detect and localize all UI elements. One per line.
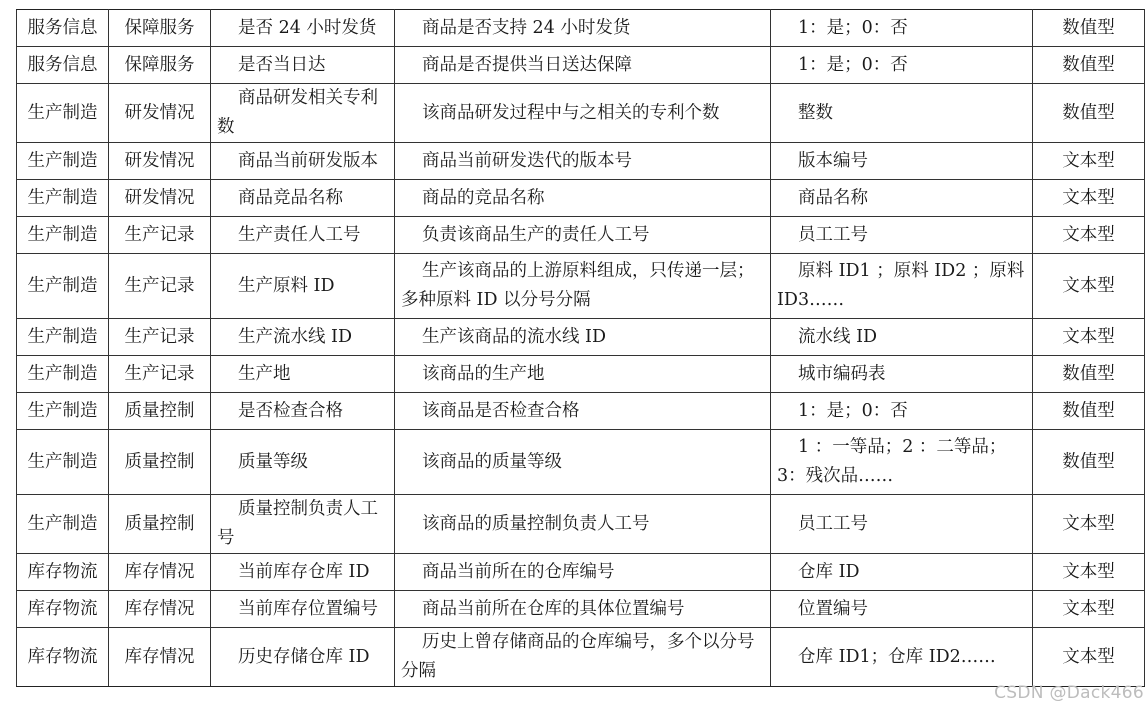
value-cell: 原料 ID1 ；原料 ID2 ；原料 ID3……: [771, 254, 1033, 319]
subcategory-cell: 生产记录: [109, 356, 211, 393]
category-cell: 库存物流: [17, 591, 109, 628]
field-name-cell: 质量等级: [211, 430, 395, 495]
table-row: [17, 554, 1145, 591]
value-cell: 整数: [771, 84, 1033, 143]
value-cell: 仓库 ID1；仓库 ID2……: [771, 628, 1033, 687]
data-type-cell: 数值型: [1033, 10, 1145, 47]
value-cell: 流水线 ID: [771, 319, 1033, 356]
table-row: [17, 430, 1145, 495]
data-type-cell: 文本型: [1033, 591, 1145, 628]
field-name-cell: 历史存储仓库 ID: [211, 628, 395, 687]
category-cell: 生产制造: [17, 319, 109, 356]
table-row: [17, 84, 1145, 143]
field-name-cell: 当前库存仓库 ID: [211, 554, 395, 591]
table-row: [17, 628, 1145, 687]
field-name-cell: 生产地: [211, 356, 395, 393]
data-type-cell: 文本型: [1033, 495, 1145, 554]
description-cell: 商品当前所在仓库的具体位置编号: [395, 591, 771, 628]
subcategory-cell: 库存情况: [109, 554, 211, 591]
description-cell: 商品是否支持 24 小时发货: [395, 10, 771, 47]
description-cell: 该商品的质量等级: [395, 430, 771, 495]
category-cell: 库存物流: [17, 554, 109, 591]
subcategory-cell: 研发情况: [109, 84, 211, 143]
table-row: [17, 319, 1145, 356]
field-name-cell: 商品当前研发版本: [211, 143, 395, 180]
category-cell: 生产制造: [17, 495, 109, 554]
field-name-cell: 生产流水线 ID: [211, 319, 395, 356]
data-type-cell: 文本型: [1033, 254, 1145, 319]
table-row: [17, 495, 1145, 554]
value-cell: 1：是；0：否: [771, 10, 1033, 47]
data-type-cell: 数值型: [1033, 356, 1145, 393]
value-cell: 商品名称: [771, 180, 1033, 217]
value-cell: 版本编号: [771, 143, 1033, 180]
table-row: [17, 10, 1145, 47]
table-row: [17, 180, 1145, 217]
category-cell: 生产制造: [17, 217, 109, 254]
category-cell: 库存物流: [17, 628, 109, 687]
description-cell: 商品当前所在的仓库编号: [395, 554, 771, 591]
watermark: CSDN @Dack466: [994, 683, 1144, 703]
subcategory-cell: 研发情况: [109, 143, 211, 180]
data-type-cell: 文本型: [1033, 180, 1145, 217]
data-type-cell: 文本型: [1033, 628, 1145, 687]
description-cell: 商品当前研发迭代的版本号: [395, 143, 771, 180]
table-row: [17, 356, 1145, 393]
data-type-cell: 数值型: [1033, 430, 1145, 495]
description-cell: 生产该商品的上游原料组成，只传递一层；多种原料 ID 以分号分隔: [395, 254, 771, 319]
data-type-cell: 数值型: [1033, 47, 1145, 84]
description-cell: 负责该商品生产的责任人工号: [395, 217, 771, 254]
field-name-cell: 质量控制负责人工号: [211, 495, 395, 554]
description-cell: 商品是否提供当日送达保障: [395, 47, 771, 84]
data-type-cell: 文本型: [1033, 143, 1145, 180]
subcategory-cell: 生产记录: [109, 254, 211, 319]
data-type-cell: 文本型: [1033, 217, 1145, 254]
value-cell: 城市编码表: [771, 356, 1033, 393]
subcategory-cell: 库存情况: [109, 591, 211, 628]
subcategory-cell: 库存情况: [109, 628, 211, 687]
description-cell: 该商品是否检查合格: [395, 393, 771, 430]
category-cell: 生产制造: [17, 84, 109, 143]
value-cell: 1 ：一等品；2 ：二等品；3：残次品……: [771, 430, 1033, 495]
description-cell: 该商品的生产地: [395, 356, 771, 393]
description-cell: 历史上曾存储商品的仓库编号，多个以分号分隔: [395, 628, 771, 687]
data-type-cell: 数值型: [1033, 393, 1145, 430]
data-type-cell: 文本型: [1033, 319, 1145, 356]
category-cell: 生产制造: [17, 356, 109, 393]
field-name-cell: 当前库存位置编号: [211, 591, 395, 628]
subcategory-cell: 保障服务: [109, 47, 211, 84]
value-cell: 仓库 ID: [771, 554, 1033, 591]
description-cell: 该商品研发过程中与之相关的专利个数: [395, 84, 771, 143]
subcategory-cell: 质量控制: [109, 495, 211, 554]
value-cell: 1：是；0：否: [771, 47, 1033, 84]
description-cell: 商品的竞品名称: [395, 180, 771, 217]
category-cell: 生产制造: [17, 254, 109, 319]
category-cell: 生产制造: [17, 180, 109, 217]
value-cell: 1：是；0：否: [771, 393, 1033, 430]
value-cell: 员工工号: [771, 217, 1033, 254]
field-name-cell: 生产责任人工号: [211, 217, 395, 254]
subcategory-cell: 质量控制: [109, 393, 211, 430]
data-type-cell: 文本型: [1033, 554, 1145, 591]
description-cell: 该商品的质量控制负责人工号: [395, 495, 771, 554]
value-cell: 位置编号: [771, 591, 1033, 628]
description-cell: 生产该商品的流水线 ID: [395, 319, 771, 356]
field-name-cell: 生产原料 ID: [211, 254, 395, 319]
subcategory-cell: 研发情况: [109, 180, 211, 217]
subcategory-cell: 质量控制: [109, 430, 211, 495]
data-dictionary-table: [16, 9, 1145, 687]
subcategory-cell: 保障服务: [109, 10, 211, 47]
field-name-cell: 是否当日达: [211, 47, 395, 84]
category-cell: 服务信息: [17, 47, 109, 84]
table-row: [17, 143, 1145, 180]
field-name-cell: 是否 24 小时发货: [211, 10, 395, 47]
value-cell: 员工工号: [771, 495, 1033, 554]
table-body: [17, 10, 1145, 687]
subcategory-cell: 生产记录: [109, 217, 211, 254]
category-cell: 生产制造: [17, 430, 109, 495]
category-cell: 服务信息: [17, 10, 109, 47]
table-row: [17, 217, 1145, 254]
category-cell: 生产制造: [17, 393, 109, 430]
subcategory-cell: 生产记录: [109, 319, 211, 356]
data-type-cell: 数值型: [1033, 84, 1145, 143]
table-row: [17, 393, 1145, 430]
category-cell: 生产制造: [17, 143, 109, 180]
field-name-cell: 商品竞品名称: [211, 180, 395, 217]
table-row: [17, 591, 1145, 628]
field-name-cell: 是否检查合格: [211, 393, 395, 430]
table-row: [17, 47, 1145, 84]
field-name-cell: 商品研发相关专利数: [211, 84, 395, 143]
table-row: [17, 254, 1145, 319]
